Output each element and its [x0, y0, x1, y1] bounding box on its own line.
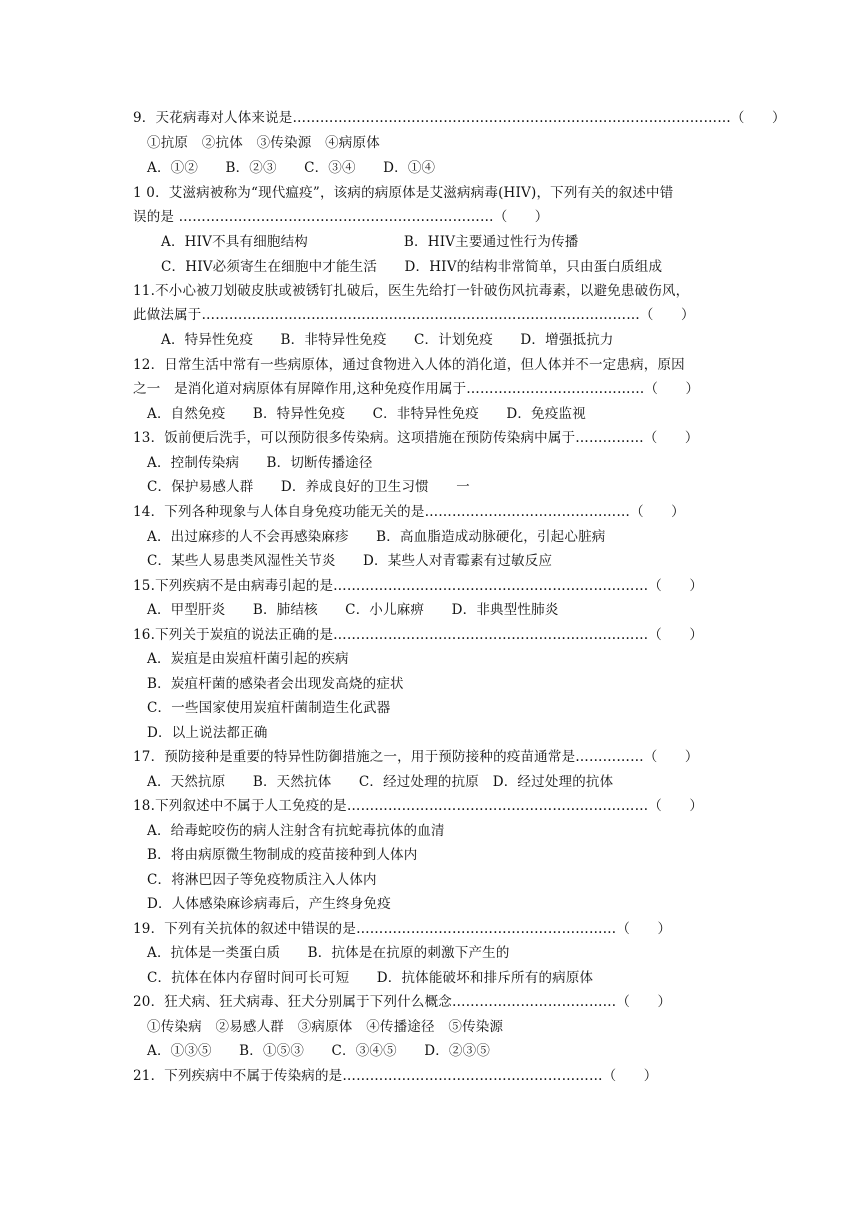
question-19-options-ab: A．抗体是一类蛋白质 B．抗体是在抗原的刺激下产生的 [147, 945, 510, 961]
question-16-option-b: B．炭疽杆菌的感染者会出现发高烧的症状 [147, 676, 404, 692]
question-14-options-ab: A．出过麻疹的人不会再感染麻疹 B．高血脂造成动脉硬化，引起心脏病 [147, 529, 606, 545]
question-19-options-cd: C．抗体在体内存留时间可长可短 D．抗体能破坏和排斥所有的病原体 [147, 970, 594, 986]
question-14-options-cd: C．某些人易患类风湿性关节炎 D．某些人对青霉素有过敏反应 [147, 553, 553, 569]
question-18-option-b: B．将由病原微生物制成的疫苗接种到人体内 [147, 847, 418, 863]
question-18-option-d: D．人体感染麻诊病毒后，产生终身免疫 [147, 896, 391, 912]
question-18-option-c: C．将淋巴因子等免疫物质注入人体内 [147, 872, 377, 888]
question-11-options: A．特异性免疫 B．非特异性免疫 C．计划免疫 D．增强抵抗力 [161, 332, 614, 348]
question-12-options: A．自然免疫 B．特异性免疫 C．非特异性免疫 D．免疫监视 [147, 406, 586, 422]
question-21: 21．下列疾病中不属于传染病的是…………………………………………………（ ） [133, 1068, 658, 1084]
question-18: 18.下列叙述中不属于人工免疫的是…………………………………………………………（ ） [133, 798, 704, 814]
question-13-options-cd: C．保护易感人群 D．养成良好的卫生习惯 一 [147, 479, 470, 495]
question-18-option-a: A．给毒蛇咬伤的病人注射含有抗蛇毒抗体的血清 [147, 823, 445, 839]
question-20: 20．狂犬病、狂犬病毒、狂犬分别属于下列什么概念………………………………（ ） [133, 994, 672, 1010]
question-13-options-ab: A．控制传染病 B．切断传播途径 [147, 455, 373, 471]
question-20-options: A．①③⑤ B．①⑤③ C．③④⑤ D．②③⑤ [147, 1043, 491, 1059]
question-9-options: A．①② B．②③ C．③④ D．①④ [147, 160, 436, 176]
question-17-options: A．天然抗原 B．天然抗体 C．经过处理的抗原 D．经过处理的抗体 [147, 774, 614, 790]
question-11-line-1: 11.不小心被刀划破皮肤或被锈钉扎破后，医生先给打一针破伤风抗毒素，以避免患破伤风， [133, 283, 690, 299]
question-9: 9．天花病毒对人体来说是……………………………………………………………………………………（ ） [133, 110, 786, 126]
question-10-line-2: 误的是 ……………………………………………………………（ ） [133, 209, 549, 225]
question-20-items: ①传染病 ②易感人群 ③病原体 ④传播途径 ⑤传染源 [147, 1019, 504, 1035]
question-15: 15.下列疾病不是由病毒引起的是……………………………………………………………（ ） [133, 578, 704, 594]
question-16-option-c: C．一些国家使用炭疽杆菌制造生化武器 [147, 700, 391, 716]
question-19: 19．下列有关抗体的叙述中错误的是…………………………………………………（ ） [133, 921, 672, 937]
question-14: 14．下列各种现象与人体自身免疫功能无关的是………………………………………（ ） [133, 504, 685, 520]
question-17: 17．预防接种是重要的特异性防御措施之一，用于预防接种的疫苗通常是……………（ ） [133, 749, 699, 765]
question-15-options: A．甲型肝炎 B．肺结核 C．小儿麻痹 D．非典型性肺炎 [147, 602, 559, 618]
question-13: 13．饭前便后洗手，可以预防很多传染病。这项措施在预防传染病中属于……………（ ） [133, 430, 699, 446]
question-16-option-a: A．炭疽是由炭疽杆菌引起的疾病 [147, 651, 349, 667]
question-11-line-2: 此做法属于……………………………………………………………………………………（ ） [133, 307, 695, 323]
question-9-items: ①抗原 ②抗体 ③传染源 ④病原体 [147, 135, 380, 151]
question-10-options-cd: C．HIV必须寄生在细胞中才能生活 D．HIV的结构非常简单，只由蛋白质组成 [161, 259, 663, 275]
question-10-options-ab: A．HIV不具有细胞结构 B．HIV主要通过性行为传播 [161, 234, 579, 250]
question-16-option-d: D．以上说法都正确 [147, 725, 268, 741]
question-10-line-1: 1 0．艾滋病被称为“现代瘟疫”，该病的病原体是艾滋病病毒(HIV)，下列有关的叙述中错 [133, 185, 674, 201]
question-12-line-1: 12．日常生活中常有一些病原体，通过食物进入人体的消化道，但人体并不一定患病，原因 [133, 357, 685, 373]
question-12-line-2: 之一 是消化道对病原体有屏障作用,这种免疫作用属于…………………………………（ ） [133, 381, 700, 397]
question-16: 16.下列关于炭疽的说法正确的是……………………………………………………………（ ） [133, 627, 704, 643]
